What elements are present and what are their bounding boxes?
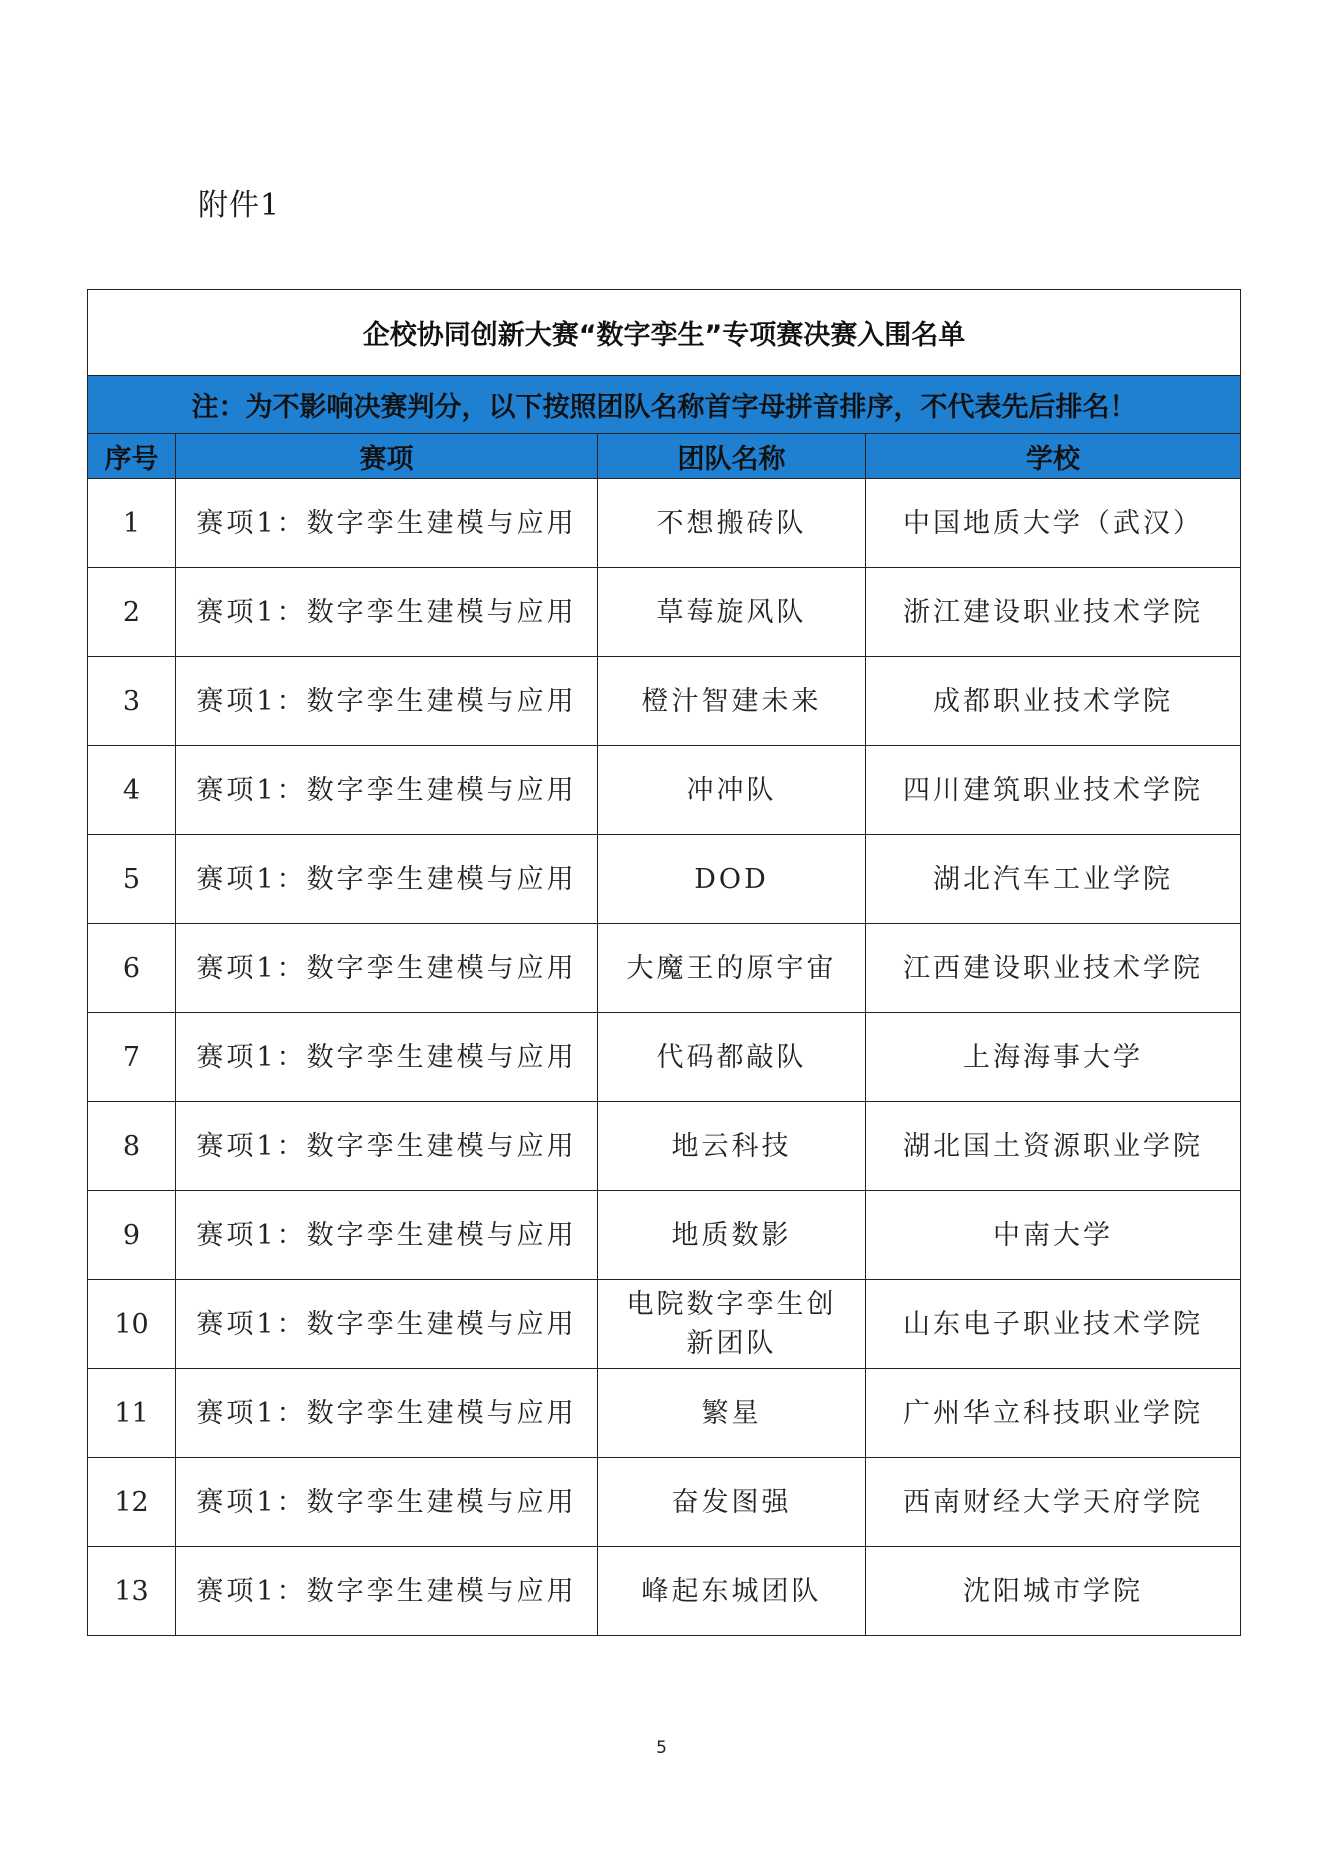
- page-number: 5: [656, 1738, 667, 1758]
- cell-school: 西南财经大学天府学院: [866, 1458, 1241, 1547]
- cell-school: 成都职业技术学院: [866, 657, 1241, 746]
- table-row: [88, 746, 1241, 835]
- cell-school: 沈阳城市学院: [866, 1547, 1241, 1636]
- cell-event: 赛项1：数字孪生建模与应用: [176, 1458, 598, 1547]
- cell-team: 峰起东城团队: [598, 1547, 866, 1636]
- cell-team: 地质数影: [598, 1191, 866, 1280]
- cell-index: 13: [88, 1547, 176, 1636]
- cell-event: 赛项1：数字孪生建模与应用: [176, 568, 598, 657]
- header-index: 序号: [88, 434, 176, 479]
- cell-index: 5: [88, 835, 176, 924]
- table-row: [88, 657, 1241, 746]
- cell-school: 江西建设职业技术学院: [866, 924, 1241, 1013]
- header-school: 学校: [866, 434, 1241, 479]
- cell-index: 11: [88, 1369, 176, 1458]
- table-row: [88, 1280, 1241, 1369]
- attachment-label: 附件1: [198, 188, 281, 223]
- cell-team: 繁星: [598, 1369, 866, 1458]
- cell-index: 3: [88, 657, 176, 746]
- cell-school: 山东电子职业技术学院: [866, 1280, 1241, 1369]
- table-row: [88, 1458, 1241, 1547]
- table-title: 企校协同创新大赛“数字孪生”专项赛决赛入围名单: [88, 290, 1241, 376]
- cell-school: 广州华立科技职业学院: [866, 1369, 1241, 1458]
- cell-team: 冲冲队: [598, 746, 866, 835]
- cell-event: 赛项1：数字孪生建模与应用: [176, 1102, 598, 1191]
- cell-index: 8: [88, 1102, 176, 1191]
- table-row: [88, 924, 1241, 1013]
- cell-team: 橙汁智建未来: [598, 657, 866, 746]
- table-row: [88, 835, 1241, 924]
- cell-school: 中国地质大学（武汉）: [866, 479, 1241, 568]
- cell-event: 赛项1：数字孪生建模与应用: [176, 657, 598, 746]
- cell-event: 赛项1：数字孪生建模与应用: [176, 479, 598, 568]
- cell-event: 赛项1：数字孪生建模与应用: [176, 1191, 598, 1280]
- cell-index: 2: [88, 568, 176, 657]
- cell-event: 赛项1：数字孪生建模与应用: [176, 1280, 598, 1369]
- table-note: 注：为不影响决赛判分，以下按照团队名称首字母拼音排序，不代表先后排名！: [88, 376, 1241, 434]
- table-row: [88, 568, 1241, 657]
- cell-event: 赛项1：数字孪生建模与应用: [176, 835, 598, 924]
- cell-school: 浙江建设职业技术学院: [866, 568, 1241, 657]
- cell-event: 赛项1：数字孪生建模与应用: [176, 746, 598, 835]
- cell-team: 电院数字孪生创新团队: [598, 1280, 866, 1369]
- cell-school: 上海海事大学: [866, 1013, 1241, 1102]
- table-header-row: [88, 434, 1241, 479]
- table-title-row: [88, 290, 1241, 376]
- cell-event: 赛项1：数字孪生建模与应用: [176, 1013, 598, 1102]
- cell-index: 4: [88, 746, 176, 835]
- table-row: [88, 1191, 1241, 1280]
- cell-school: 中南大学: [866, 1191, 1241, 1280]
- cell-index: 12: [88, 1458, 176, 1547]
- cell-event: 赛项1：数字孪生建模与应用: [176, 1547, 598, 1636]
- table-row: [88, 479, 1241, 568]
- table-row: [88, 1369, 1241, 1458]
- cell-team: DOD: [598, 835, 866, 924]
- cell-index: 7: [88, 1013, 176, 1102]
- table-row: [88, 1102, 1241, 1191]
- cell-team: 不想搬砖队: [598, 479, 866, 568]
- cell-index: 1: [88, 479, 176, 568]
- cell-team: 地云科技: [598, 1102, 866, 1191]
- header-team: 团队名称: [598, 434, 866, 479]
- cell-school: 湖北汽车工业学院: [866, 835, 1241, 924]
- table-row: [88, 1547, 1241, 1636]
- cell-school: 四川建筑职业技术学院: [866, 746, 1241, 835]
- header-event: 赛项: [176, 434, 598, 479]
- table-row: [88, 1013, 1241, 1102]
- finalist-table: [87, 289, 1241, 1636]
- cell-team: 奋发图强: [598, 1458, 866, 1547]
- cell-index: 6: [88, 924, 176, 1013]
- cell-team: 代码都敲队: [598, 1013, 866, 1102]
- cell-index: 10: [88, 1280, 176, 1369]
- cell-index: 9: [88, 1191, 176, 1280]
- cell-school: 湖北国土资源职业学院: [866, 1102, 1241, 1191]
- cell-team: 大魔王的原宇宙: [598, 924, 866, 1013]
- table-note-row: [88, 376, 1241, 434]
- cell-event: 赛项1：数字孪生建模与应用: [176, 1369, 598, 1458]
- cell-event: 赛项1：数字孪生建模与应用: [176, 924, 598, 1013]
- cell-team: 草莓旋风队: [598, 568, 866, 657]
